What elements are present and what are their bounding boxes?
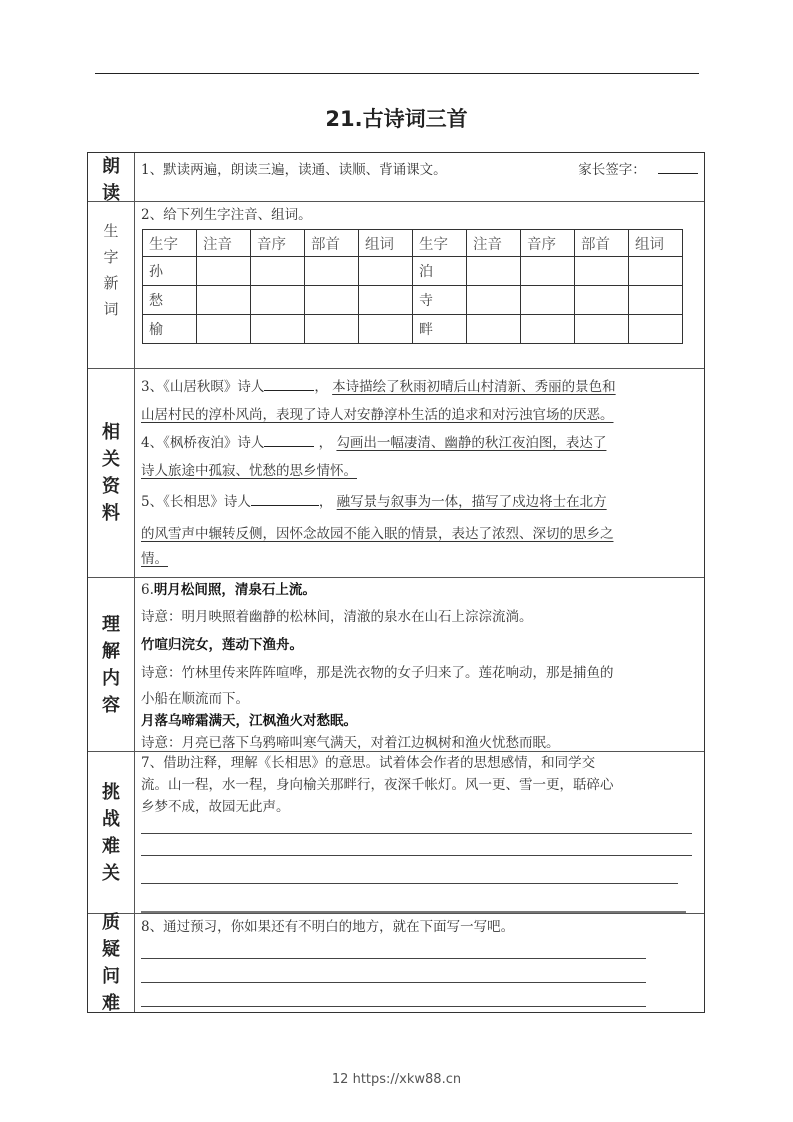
section-content: 7、借助注释，理解《长相思》的意思。试着体会作者的思想感情，和同学交 流。山一程，水一程，身向榆关那畔行，夜深千帐灯。风一更、雪一更，聒碎心 乡梦不成，故园无此声。 (135, 752, 704, 913)
section-label: 理 解 内 容 (88, 578, 135, 751)
signature-label: 家长签字： (578, 162, 646, 178)
verse-meaning: 诗意：竹林里传来阵阵喧哗，那是洗衣物的女子归来了。莲花响动，那是捕鱼的 (141, 665, 614, 681)
answer-line[interactable] (141, 958, 646, 959)
section-label: 挑 战 难 关 (88, 752, 135, 913)
table-row: 榆 畔 (143, 315, 683, 344)
section-label: 相 关 资 料 (88, 369, 135, 577)
section-content: 3、《山居秋暝》诗人 ， 本诗描绘了秋雨初晴后山村清新、秀丽的景色和 山居村民的淳朴风尚，表现了诗人对安静淳朴生活的追求和对污浊官场的厌恶。 4、《枫桥夜泊》诗人 ， 勾画出一幅凄清、幽静的秋江夜泊图，表达了 诗人旅途中孤寂、忧愁的思乡情怀。 5、《长相思》诗人 ， 融写景与叙事为一体，描写了戍边将士在北方 的风雪声中辗转反侧，因怀念故园不能入眠的情景，表达了浓烈、深切的思乡之 情。 (135, 369, 704, 577)
poet-blank[interactable] (264, 376, 314, 391)
page-footer: 12 https://xkw88.cn (331, 1072, 462, 1087)
table-header-row: 生字 注音 音序 部首 组词 生字 注音 音序 部首 组词 (143, 230, 683, 257)
section-reading (88, 153, 704, 202)
table-row: 愁 寺 (143, 286, 683, 315)
verse-line: 竹喧归浣女，莲动下渔舟。 (141, 637, 303, 653)
signature-field (578, 156, 698, 184)
section-understanding (88, 578, 704, 752)
section-content (135, 202, 704, 368)
verse-line: 月落乌啼霜满天，江枫渔火对愁眠。 (141, 713, 357, 729)
section-label: 生 字 新 词 (88, 202, 135, 368)
section-materials (88, 369, 704, 578)
page-title: 21.古诗词三首 (325, 107, 468, 131)
section-label: 朗 读 (88, 153, 135, 201)
worksheet-table (87, 152, 705, 1013)
section-content (135, 153, 704, 201)
answer-line[interactable] (141, 911, 686, 913)
poet-blank[interactable] (264, 432, 314, 447)
table-row: 孙 泊 (143, 257, 683, 286)
signature-input[interactable] (658, 159, 698, 174)
answer-line[interactable] (141, 833, 692, 834)
task-text: 2、给下列生字注音、组词。 (141, 207, 312, 223)
answer-line[interactable] (141, 855, 692, 856)
answer-line[interactable] (141, 883, 678, 884)
material-item: 5、《长相思》诗人 ， 融写景与叙事为一体，描写了戍边将士在北方 (141, 485, 698, 519)
verse-meaning: 小船在顺流而下。 (141, 691, 249, 707)
section-challenge (88, 752, 704, 914)
verse-meaning: 诗意：月亮已落下乌鸦啼叫寒气满天，对着江边枫树和渔火忧愁而眠。 (141, 735, 560, 751)
material-item: 4、《枫桥夜泊》诗人 ， 勾画出一幅凄清、幽静的秋江夜泊图，表达了 (141, 429, 698, 457)
section-label: 质 疑 问 难 (88, 914, 135, 1012)
verse-meaning: 诗意：明月映照着幽静的松林间，清澈的泉水在山石上淙淙流淌。 (141, 609, 533, 625)
answer-line[interactable] (141, 982, 646, 983)
section-content (135, 578, 704, 751)
character-table (142, 229, 683, 344)
task-text: 1、默读两遍，朗读三遍，读通、读顺、背诵课文。 (141, 162, 447, 178)
poet-blank[interactable] (251, 491, 319, 506)
verse-line: 6.明月松间照，清泉石上流。 (141, 582, 316, 598)
material-item: 3、《山居秋暝》诗人 ， 本诗描绘了秋雨初晴后山村清新、秀丽的景色和 (141, 373, 698, 401)
section-content: 8、通过预习，你如果还有不明白的地方，就在下面写一写吧。 (135, 914, 704, 1012)
answer-line[interactable] (141, 1006, 646, 1007)
section-questions (88, 914, 704, 1012)
header-rule (95, 73, 699, 74)
section-new-words (88, 202, 704, 369)
